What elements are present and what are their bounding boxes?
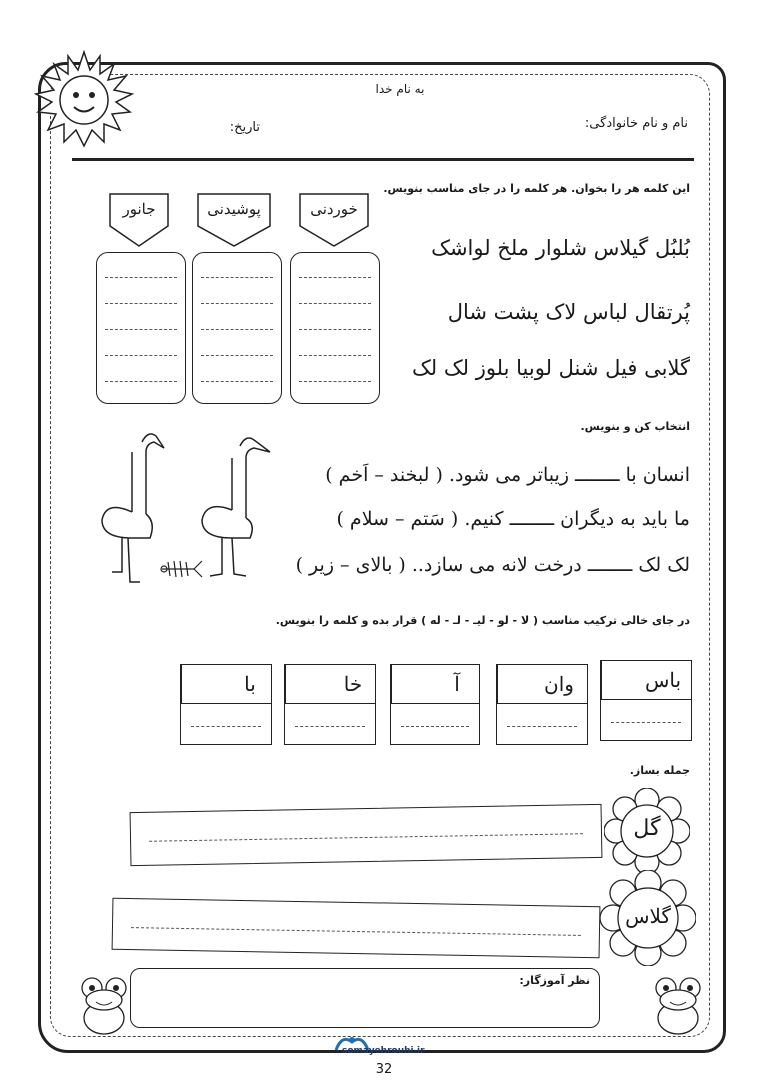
flower-2-word: گلاس bbox=[625, 904, 671, 928]
fill-box-1-text: باس bbox=[644, 668, 682, 692]
fill-box-4[interactable] bbox=[284, 664, 376, 704]
sentence-1: انسان با ــــــــ زیباتر می شود. ( لبخند – اَخم ) bbox=[325, 464, 690, 486]
frog-icon bbox=[650, 974, 706, 1038]
fill-box-2-blank[interactable] bbox=[497, 665, 531, 703]
section3-instruction: در جای خالی ترکیب مناسب ( لا - لو - لیـ - لـ - له ) قرار بده و کلمه را بنویس. bbox=[275, 614, 690, 627]
name-label: نام و نام خانوادگی: bbox=[584, 116, 688, 131]
column-animal[interactable] bbox=[96, 252, 186, 404]
fill-box-1-answer[interactable] bbox=[600, 698, 692, 741]
category-animal-label: جانور bbox=[122, 200, 156, 218]
flower-1-word: گل bbox=[633, 816, 661, 841]
section4-instruction: جمله بساز. bbox=[629, 764, 690, 777]
sentence-2: ما باید به دیگران ــــــــ کنیم. ( سَتم – سلام ) bbox=[336, 508, 690, 530]
section1-instruction: این کلمه هر را بخوان. هر کلمه را در جای مناسب بنویس. bbox=[383, 182, 690, 195]
sentence-3: لک لک ــــــــ درخت لانه می سازد.. ( بالای – زیر ) bbox=[295, 554, 690, 576]
fill-box-4-blank[interactable] bbox=[285, 665, 331, 703]
fill-box-1[interactable] bbox=[600, 660, 692, 700]
sentence-banner-2[interactable] bbox=[112, 898, 601, 959]
section2-instruction: انتخاب کن و بنویس. bbox=[580, 420, 690, 433]
category-food-label: خوردنی bbox=[310, 200, 358, 218]
category-animal bbox=[108, 192, 170, 252]
flower-2 bbox=[600, 870, 696, 966]
fill-box-4-text: خا bbox=[343, 672, 363, 696]
fill-box-5-text: با bbox=[244, 672, 256, 696]
fill-box-5-blank[interactable] bbox=[181, 665, 229, 703]
category-food bbox=[298, 192, 370, 252]
sentence-banner-1[interactable] bbox=[130, 804, 603, 866]
fill-box-3[interactable] bbox=[390, 664, 480, 704]
fill-box-1-blank[interactable] bbox=[601, 661, 635, 699]
teacher-label: نظر آموزگار: bbox=[519, 974, 590, 987]
fill-box-4-answer[interactable] bbox=[284, 702, 376, 745]
word-line-3: گلابی فیل شنل لوبیا بلوز لک لک bbox=[411, 356, 690, 380]
fish-bone-icon bbox=[158, 556, 206, 582]
frog-icon bbox=[76, 974, 132, 1038]
fill-box-2[interactable] bbox=[496, 664, 588, 704]
fill-box-3-text: آ bbox=[454, 672, 460, 696]
category-clothing-label: پوشیدنی bbox=[207, 200, 261, 218]
date-label: تاریخ: bbox=[229, 120, 260, 135]
flower-1 bbox=[604, 788, 690, 874]
word-line-1: بُلبُل گیلاس شلوار ملخ لواشک bbox=[431, 236, 690, 260]
fill-box-3-answer[interactable] bbox=[390, 702, 480, 745]
sun-icon bbox=[34, 50, 134, 150]
fill-box-5[interactable] bbox=[180, 664, 272, 704]
fill-box-5-answer[interactable] bbox=[180, 702, 272, 745]
column-clothing[interactable] bbox=[192, 252, 282, 404]
fill-box-3-blank[interactable] bbox=[391, 665, 435, 703]
column-food[interactable] bbox=[290, 252, 380, 404]
site-url: somayehrouhi.ir bbox=[342, 1046, 425, 1056]
category-clothing bbox=[196, 192, 272, 252]
header-divider bbox=[72, 158, 694, 161]
fill-box-2-answer[interactable] bbox=[496, 702, 588, 745]
basmala: به نام خدا bbox=[375, 82, 425, 96]
word-line-2: پُرتقال لباس لاک پشت شال bbox=[447, 300, 690, 324]
fill-box-2-text: وان bbox=[544, 672, 574, 696]
page-number: 32 bbox=[375, 1062, 393, 1077]
